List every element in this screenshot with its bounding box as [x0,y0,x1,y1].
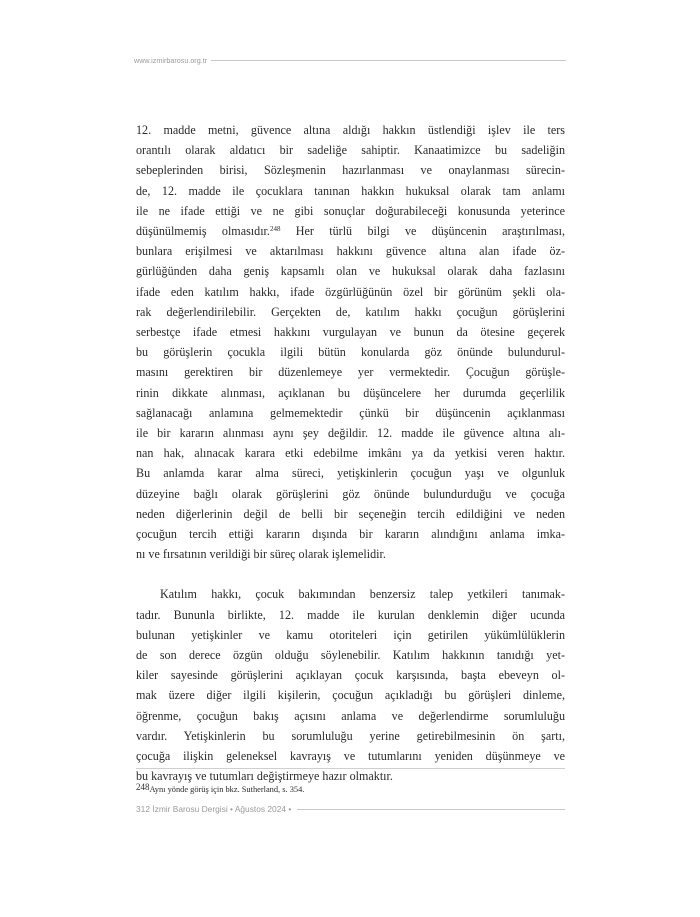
footer-rule [297,809,565,810]
text-line: mak üzere diğer ilgili kişilerin, çocuğun açıkladığı bu görüşleri dinleme, [136,688,565,703]
text-fragment: düşünülmemiş olmasıdır. [136,224,270,239]
footnote [136,781,565,796]
text-line: sağlanacağı anlamına gelmemektedir çünkü bir düşüncenin açıklanması [136,405,565,420]
text-line: kiler sayesinde görüşlerini açıklayan çocuk karşısında, başta ebeveyn ol- [136,668,565,683]
text-line: Bu anlamda karar alma süreci, yetişkinlerin çocuğun yaşı ve olgunluk [136,466,565,481]
text-line: nan hak, alınacak karara etki edebilme imkânı ya da yetkisi veren haktır. [136,446,565,461]
text-line: çocuğun tercih ettiği kararın dışında bir kararın alındığını anlama imka- [136,527,565,542]
text-line: de, 12. madde ile çocuklara tanınan hakkın hukuksal olarak tam anlamı [136,183,565,198]
text-line: ifade eden katılım hakkı, ifade özgürlüğünün özel bir görünüm şekli ola- [136,284,565,299]
footnote-ref[interactable]: 248 [269,225,281,234]
paragraph-1 [136,120,565,564]
text-line: tadır. Bununla birlikte, 12. madde ile kurulan denklemin diğer ucunda [136,607,565,622]
text-line: düzeyine bağlı olarak görüşlerini göz önünde bulundurduğu ve çocuğa [136,486,565,501]
header-rule [211,60,566,61]
text-line: ile bir kararın alınması aynı şey değildir. 12. madde ile güvence altına alı- [136,426,565,441]
text-line: gürlüğünden daha geniş kapsamlı olan ve hukuksal olarak daha fazlasını [136,264,565,279]
body-text [136,120,565,787]
text-line: bunlara erişilmesi ve aktarılması hakkını güvence altına alan ifade öz- [136,244,565,259]
text-line: rak değerlendirilebilir. Gerçekten de, katılım hakkı çocuğun görüşlerini [136,304,565,319]
text-line: çocuğa ilişkin geleneksel kavrayış ve tutumlarını yeniden düşünmeye ve [136,749,565,764]
footer-text: 312 İzmir Barosu Dergisi • Ağustos 2024 • [136,804,292,814]
text-line: orantılı olarak aldatıcı bir sadeliğe sahiptir. Kanaatimizce bu sadeliğin [136,143,565,158]
text-line: masını gerektiren bir düzenlemeye yer vermektedir. Çocuğun görüşle- [136,365,565,380]
text-line: bu görüşlerin çocukla ilgili bütün konularda göz önünde bulundurul- [136,345,565,360]
text-fragment: Her türlü bilgi ve düşüncenin araştırılması, [280,224,565,239]
text-line: serbestçe ifade etmesi hakkını vurgulayan ve bunun da ötesine geçerek [136,325,565,340]
text-line: de son derece özgün olduğu söylenebilir. Katılım hakkının tanıdığı yet- [136,648,565,663]
footnote-number: 248 [136,782,150,792]
text-line: neden diğerlerinin değil de belli bir seçeneğin tercih edildiğini ve neden [136,506,565,521]
text-line: öğrenme, çocuğun bakış açısını anlama ve değerlendirme sorumluluğu [136,708,565,723]
footnote-text: Aynı yönde görüş için bkz. Sutherland, s. 354. [149,785,305,794]
text-line-with-footnote [136,221,565,241]
text-line: vardır. Yetişkinlerin bu sorumluluğu yerine getirebilmesinin ön şartı, [136,728,565,743]
text-line: bu kavrayış ve tutumları değiştirmeye hazır olmaktır. [136,769,393,784]
text-line: ile ne ifade ettiği ve ne gibi sonuçlar doğurabileceği konusunda yeterince [136,203,565,218]
footnote-divider [136,768,565,769]
text-line: 12. madde metni, güvence altına aldığı hakkın üstlendiği işlev ile ters [136,123,565,137]
text-line: sebeplerinden birisi, Sözleşmenin hazırlanması ve onaylanması sürecin- [136,163,565,178]
text-line: Katılım hakkı, çocuk bakımından benzersiz talep yetkileri tanımak- [160,587,565,602]
paragraph-2 [136,584,565,786]
text-line: bulunan yetişkinler ve kamu otoriteleri için getirilen yükümlülüklerin [136,627,565,642]
text-line: rinin dikkate alınması, açıklanan bu düşüncelere her durumda geçerlilik [136,385,565,400]
text-line: nı ve fırsatının verildiği bir süreç olarak işlemelidir. [136,547,386,562]
header-url[interactable]: www.izmirbarosu.org.tr [134,55,208,65]
page-header [134,53,566,67]
page-footer [136,803,565,815]
